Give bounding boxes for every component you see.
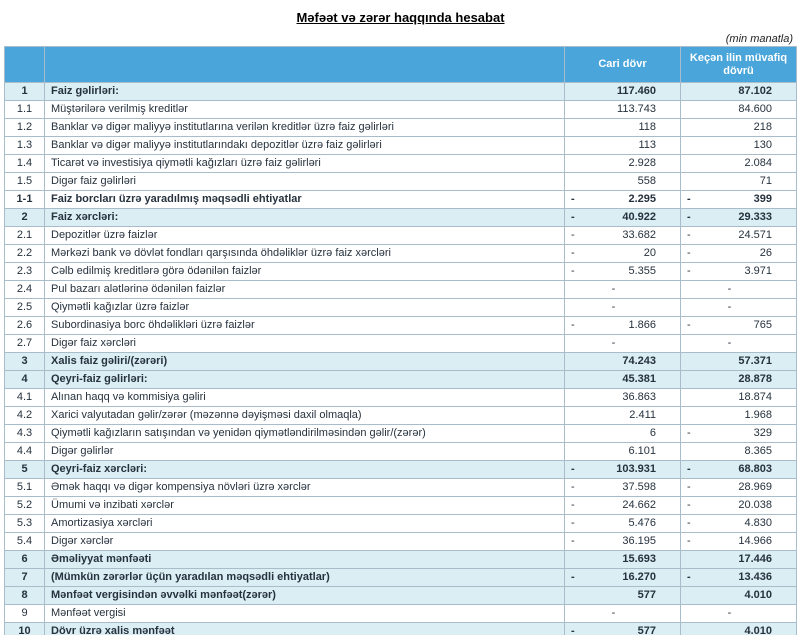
amount: 24.662 <box>622 499 656 511</box>
minus-sign: - <box>687 193 691 205</box>
table-row <box>5 569 797 587</box>
value-text <box>567 625 678 635</box>
table-row <box>5 623 797 635</box>
minus-sign: - <box>687 463 691 475</box>
value-previous <box>681 497 797 515</box>
value-text: - <box>727 283 732 295</box>
table-row <box>5 101 797 119</box>
row-number: 2.6 <box>5 317 45 335</box>
amount: 24.571 <box>738 229 772 241</box>
value-text: 577 <box>637 589 656 601</box>
value-previous <box>681 389 797 407</box>
minus-sign: - <box>687 481 691 493</box>
value-text: 74.243 <box>622 355 656 367</box>
value-text: 36.863 <box>622 391 656 403</box>
value-current <box>565 227 681 245</box>
minus-sign: - <box>687 571 691 583</box>
value-previous <box>681 83 797 101</box>
amount: 103.931 <box>616 463 656 475</box>
amount: 399 <box>753 193 772 205</box>
row-label: Ümumi və inzibati xərclər <box>45 497 565 515</box>
row-label: Amortizasiya xərcləri <box>45 515 565 533</box>
minus-sign: - <box>687 427 691 439</box>
value-text: 2.084 <box>744 157 772 169</box>
amount: 3.971 <box>744 265 772 277</box>
value-text <box>683 463 794 476</box>
value-text: 87.102 <box>738 85 772 97</box>
table-row <box>5 371 797 389</box>
value-current <box>565 353 681 371</box>
amount: 5.476 <box>628 517 656 529</box>
value-current <box>565 299 681 317</box>
value-text <box>683 319 794 332</box>
value-current <box>565 281 681 299</box>
value-text <box>567 463 678 476</box>
row-number: 2.2 <box>5 245 45 263</box>
row-number: 1.1 <box>5 101 45 119</box>
value-text <box>567 211 678 224</box>
value-text <box>683 211 794 224</box>
table-row <box>5 605 797 623</box>
value-previous <box>681 263 797 281</box>
value-text <box>567 247 678 260</box>
row-label: Mənfəət vergisindən əvvəlki mənfəət(zərər) <box>45 587 565 605</box>
minus-sign: - <box>571 247 575 259</box>
table-row <box>5 353 797 371</box>
table-row <box>5 281 797 299</box>
minus-sign: - <box>571 535 575 547</box>
value-current <box>565 191 681 209</box>
value-text <box>683 481 794 494</box>
row-label: Faiz borcları üzrə yaradılmış məqsədli ehtiyatlar <box>45 191 565 209</box>
row-number: 5.4 <box>5 533 45 551</box>
value-current <box>565 515 681 533</box>
value-text: 218 <box>753 121 772 133</box>
minus-sign: - <box>687 211 691 223</box>
value-current <box>565 605 681 623</box>
minus-sign: - <box>687 319 691 331</box>
amount: 29.333 <box>738 211 772 223</box>
row-label: Əmək haqqı və digər kompensiya növləri üzrə xərclər <box>45 479 565 497</box>
value-text: 113.743 <box>617 103 656 115</box>
amount: 329 <box>753 427 772 439</box>
minus-sign: - <box>571 193 575 205</box>
value-previous <box>681 515 797 533</box>
value-current <box>565 155 681 173</box>
row-number: 2.3 <box>5 263 45 281</box>
table-row <box>5 587 797 605</box>
value-text <box>683 571 794 584</box>
row-label: Faiz xərcləri: <box>45 209 565 227</box>
row-number: 2.7 <box>5 335 45 353</box>
value-text <box>567 193 678 206</box>
value-text: 558 <box>637 175 656 187</box>
table-row <box>5 317 797 335</box>
value-previous <box>681 173 797 191</box>
table-row <box>5 515 797 533</box>
row-label: Faiz gəlirləri: <box>45 83 565 101</box>
table-row <box>5 335 797 353</box>
minus-sign: - <box>687 229 691 241</box>
value-text <box>567 535 678 548</box>
minus-sign: - <box>571 463 575 475</box>
page-title: Məfəət və zərər haqqında hesabat <box>296 10 505 25</box>
value-text: 15.693 <box>622 553 656 565</box>
unit-note: (min manatla) <box>725 33 793 45</box>
value-text: 117.460 <box>616 85 656 97</box>
row-label: Mərkəzi bank və dövlət fondları qarşısında öhdəliklər üzrə faiz xərcləri <box>45 245 565 263</box>
amount: 16.270 <box>622 571 656 583</box>
table-row <box>5 479 797 497</box>
value-current <box>565 83 681 101</box>
value-text: 18.874 <box>738 391 772 403</box>
value-current <box>565 533 681 551</box>
row-number: 2.5 <box>5 299 45 317</box>
row-number: 5.2 <box>5 497 45 515</box>
row-number: 9 <box>5 605 45 623</box>
value-previous <box>681 155 797 173</box>
amount: 5.355 <box>628 265 656 277</box>
value-previous <box>681 137 797 155</box>
value-text <box>567 499 678 512</box>
value-text: - <box>611 301 616 313</box>
value-text: - <box>727 301 732 313</box>
value-current <box>565 623 681 635</box>
amount: 577 <box>637 625 656 635</box>
row-label: Qeyri-faiz gəlirləri: <box>45 371 565 389</box>
value-text: 17.446 <box>738 553 772 565</box>
row-label: Banklar və digər maliyyə institutlarına verilən kreditlər üzrə faiz gəlirləri <box>45 119 565 137</box>
row-number: 3 <box>5 353 45 371</box>
row-number: 4.3 <box>5 425 45 443</box>
value-current <box>565 461 681 479</box>
row-label: Əməliyyat mənfəəti <box>45 551 565 569</box>
minus-sign: - <box>571 265 575 277</box>
value-current <box>565 497 681 515</box>
row-number: 5.3 <box>5 515 45 533</box>
value-current <box>565 101 681 119</box>
amount: 68.803 <box>738 463 772 475</box>
amount: 36.195 <box>622 535 656 547</box>
amount: 28.969 <box>738 481 772 493</box>
value-current <box>565 587 681 605</box>
row-label: Müştərilərə verilmiş kreditlər <box>45 101 565 119</box>
value-current <box>565 551 681 569</box>
value-previous <box>681 335 797 353</box>
value-current <box>565 335 681 353</box>
row-number: 1.3 <box>5 137 45 155</box>
row-label: Cəlb edilmiş kreditlərə görə ödənilən faizlər <box>45 263 565 281</box>
value-text <box>683 499 794 512</box>
row-label: Qiymətli kağızların satışından və yenidən qiymətləndirilməsindən gəlir/(zərər) <box>45 425 565 443</box>
value-text: 113 <box>638 139 656 151</box>
row-number: 1 <box>5 83 45 101</box>
header-item-label <box>45 47 565 83</box>
minus-sign: - <box>687 265 691 277</box>
value-current <box>565 371 681 389</box>
row-label: Qiymətli kağızlar üzrə faizlər <box>45 299 565 317</box>
amount: 40.922 <box>622 211 656 223</box>
row-number: 8 <box>5 587 45 605</box>
minus-sign: - <box>571 319 575 331</box>
minus-sign: - <box>687 247 691 259</box>
value-previous <box>681 101 797 119</box>
table-row <box>5 227 797 245</box>
row-number: 4.4 <box>5 443 45 461</box>
value-text: 4.010 <box>744 589 772 601</box>
minus-sign: - <box>571 517 575 529</box>
row-label: Subordinasiya borc öhdəlikləri üzrə faizlər <box>45 317 565 335</box>
value-previous <box>681 209 797 227</box>
row-label: Xalis faiz gəliri/(zərəri) <box>45 353 565 371</box>
value-previous <box>681 425 797 443</box>
value-previous <box>681 407 797 425</box>
value-text: 4.010 <box>744 625 772 635</box>
value-previous <box>681 587 797 605</box>
row-label: Depozitlər üzrə faizlər <box>45 227 565 245</box>
minus-sign: - <box>571 625 575 635</box>
row-number: 2 <box>5 209 45 227</box>
value-text: 84.600 <box>738 103 772 115</box>
row-label: (Mümkün zərərlər üçün yaradılan məqsədli ehtiyatlar) <box>45 569 565 587</box>
amount: 13.436 <box>738 571 772 583</box>
value-previous <box>681 479 797 497</box>
value-current <box>565 425 681 443</box>
minus-sign: - <box>687 499 691 511</box>
value-previous <box>681 281 797 299</box>
minus-sign: - <box>571 571 575 583</box>
row-label: Xarici valyutadan gəlir/zərər (məzənnə dəyişməsi daxil olmaqla) <box>45 407 565 425</box>
amount: 33.682 <box>622 229 656 241</box>
row-label: Dövr üzrə xalis mənfəət <box>45 623 565 635</box>
table-row <box>5 191 797 209</box>
table-row <box>5 497 797 515</box>
row-label: Pul bazarı alətlərinə ödənilən faizlər <box>45 281 565 299</box>
row-label: Digər xərclər <box>45 533 565 551</box>
value-previous <box>681 227 797 245</box>
value-text: - <box>727 337 732 349</box>
amount: 20.038 <box>738 499 772 511</box>
value-text: 6 <box>649 427 656 439</box>
amount: 765 <box>753 319 772 331</box>
table-row <box>5 119 797 137</box>
row-number: 4.2 <box>5 407 45 425</box>
amount: 20 <box>643 247 656 259</box>
value-previous <box>681 605 797 623</box>
table-row <box>5 155 797 173</box>
value-text: 71 <box>759 175 772 187</box>
table-row <box>5 407 797 425</box>
table-row <box>5 389 797 407</box>
value-previous <box>681 533 797 551</box>
report-table-body <box>5 83 797 635</box>
value-previous <box>681 623 797 635</box>
value-text <box>567 229 678 242</box>
value-text: 6.101 <box>628 445 656 457</box>
table-row <box>5 173 797 191</box>
value-current <box>565 317 681 335</box>
table-row <box>5 551 797 569</box>
value-text <box>567 481 678 494</box>
value-text <box>683 193 794 206</box>
value-text <box>567 571 678 584</box>
value-text: 1.968 <box>744 409 772 421</box>
minus-sign: - <box>571 481 575 493</box>
value-text: 8.365 <box>744 445 772 457</box>
value-text <box>683 265 794 278</box>
amount: 26 <box>759 247 772 259</box>
value-text: - <box>611 337 616 349</box>
row-number: 6 <box>5 551 45 569</box>
value-text: 2.411 <box>629 409 656 421</box>
row-label: Qeyri-faiz xərcləri: <box>45 461 565 479</box>
amount: 14.966 <box>738 535 772 547</box>
row-number: 1.2 <box>5 119 45 137</box>
value-current <box>565 569 681 587</box>
value-current <box>565 389 681 407</box>
value-current <box>565 119 681 137</box>
row-label: Digər gəlirlər <box>45 443 565 461</box>
profit-loss-table <box>4 46 797 635</box>
row-number: 2.1 <box>5 227 45 245</box>
value-text: - <box>611 607 616 619</box>
value-previous <box>681 119 797 137</box>
minus-sign: - <box>571 229 575 241</box>
row-number: 4.1 <box>5 389 45 407</box>
value-previous <box>681 461 797 479</box>
value-previous <box>681 353 797 371</box>
row-label: Mənfəət vergisi <box>45 605 565 623</box>
value-previous <box>681 299 797 317</box>
amount: 1.866 <box>628 319 656 331</box>
table-header-row <box>5 47 797 83</box>
row-label: Digər faiz gəlirləri <box>45 173 565 191</box>
table-row <box>5 461 797 479</box>
row-number: 5.1 <box>5 479 45 497</box>
row-number: 1.4 <box>5 155 45 173</box>
value-text: 130 <box>753 139 772 151</box>
row-label: Ticarət və investisiya qiymətli kağızları üzrə faiz gəlirləri <box>45 155 565 173</box>
value-text <box>567 319 678 332</box>
value-current <box>565 245 681 263</box>
row-number: 5 <box>5 461 45 479</box>
row-number: 7 <box>5 569 45 587</box>
table-row <box>5 83 797 101</box>
value-current <box>565 443 681 461</box>
value-previous <box>681 317 797 335</box>
value-text <box>683 427 794 440</box>
row-number: 10 <box>5 623 45 635</box>
value-previous <box>681 245 797 263</box>
table-row <box>5 443 797 461</box>
value-previous <box>681 551 797 569</box>
table-row <box>5 209 797 227</box>
row-label: Banklar və digər maliyyə institutlarındakı depozitlər üzrə faiz gəlirləri <box>45 137 565 155</box>
row-number: 1-1 <box>5 191 45 209</box>
row-number: 2.4 <box>5 281 45 299</box>
value-text: 45.381 <box>622 373 656 385</box>
header-current-period: Cari dövr <box>565 47 681 83</box>
table-row <box>5 425 797 443</box>
value-previous <box>681 443 797 461</box>
value-text <box>683 517 794 530</box>
table-row <box>5 137 797 155</box>
value-text: 2.928 <box>628 157 656 169</box>
minus-sign: - <box>687 535 691 547</box>
amount: 37.598 <box>622 481 656 493</box>
value-previous <box>681 569 797 587</box>
value-text: 28.878 <box>738 373 772 385</box>
value-current <box>565 209 681 227</box>
table-row <box>5 533 797 551</box>
value-current <box>565 479 681 497</box>
value-text: 57.371 <box>738 355 772 367</box>
value-text: - <box>611 283 616 295</box>
value-text <box>683 229 794 242</box>
row-number: 1.5 <box>5 173 45 191</box>
value-text: - <box>727 607 732 619</box>
minus-sign: - <box>571 499 575 511</box>
minus-sign: - <box>571 211 575 223</box>
table-row <box>5 263 797 281</box>
value-current <box>565 137 681 155</box>
value-text: 118 <box>638 121 656 133</box>
amount: 2.295 <box>628 193 656 205</box>
row-number: 4 <box>5 371 45 389</box>
table-row <box>5 245 797 263</box>
value-current <box>565 173 681 191</box>
value-current <box>565 407 681 425</box>
value-current <box>565 263 681 281</box>
value-previous <box>681 371 797 389</box>
value-text <box>683 535 794 548</box>
value-text <box>683 247 794 260</box>
table-row <box>5 299 797 317</box>
value-text <box>567 517 678 530</box>
amount: 4.830 <box>744 517 772 529</box>
header-row-number <box>5 47 45 83</box>
minus-sign: - <box>687 517 691 529</box>
row-label: Digər faiz xərcləri <box>45 335 565 353</box>
row-label: Alınan haqq və kommisiya gəliri <box>45 389 565 407</box>
header-previous-period: Keçən ilin müvafiq dövrü <box>681 47 797 83</box>
value-previous <box>681 191 797 209</box>
value-text <box>567 265 678 278</box>
